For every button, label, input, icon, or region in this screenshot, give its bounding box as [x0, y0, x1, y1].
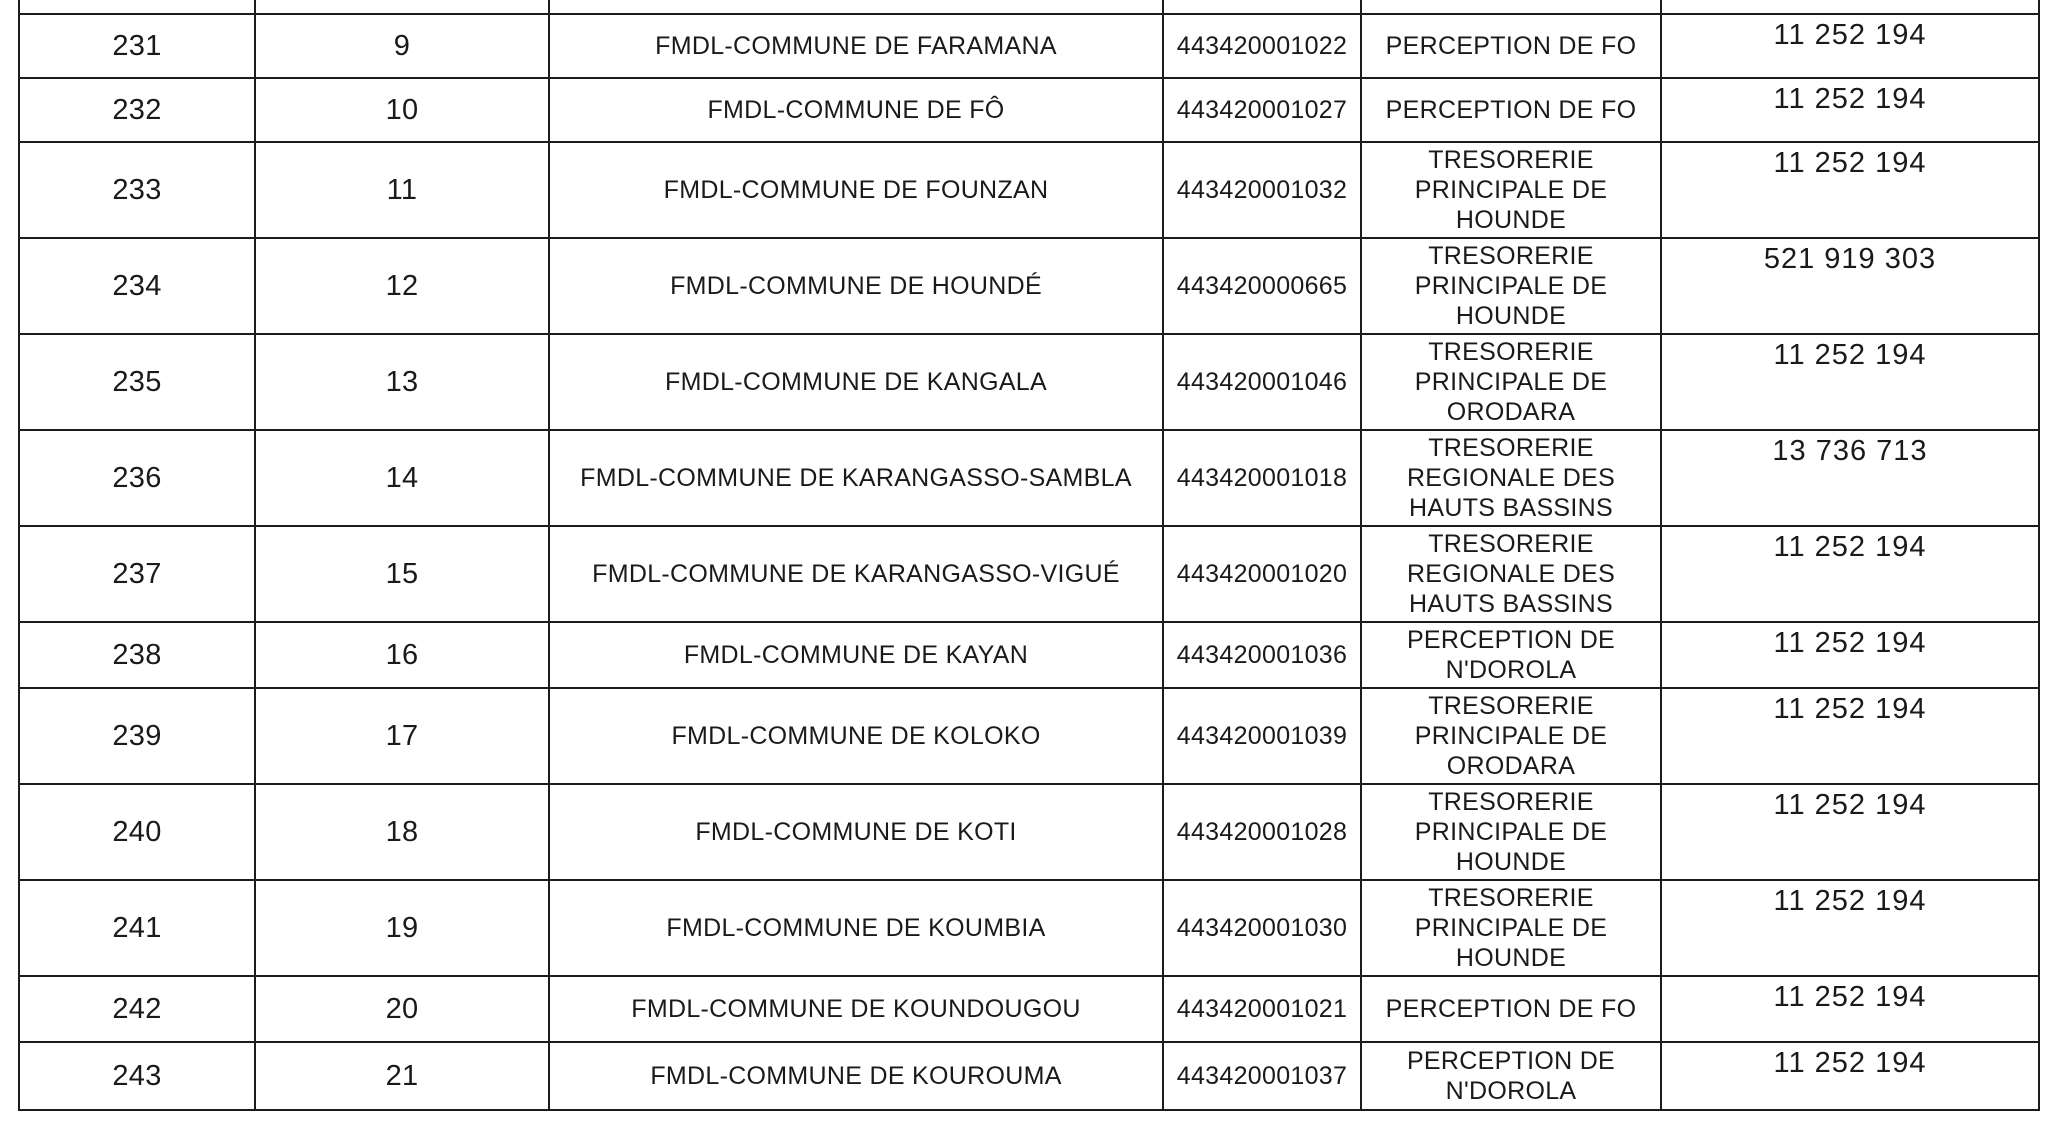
agency-line: PRINCIPALE DE — [1414, 272, 1608, 300]
agency-cell — [1361, 430, 1661, 526]
row-number-cell: 238 — [19, 622, 255, 688]
table-row — [19, 238, 2039, 334]
row-number-cell: 243 — [19, 1042, 255, 1110]
row-number-cell: 234 — [19, 238, 255, 334]
amount-cell: 13 736 713 — [1661, 430, 2039, 526]
agency-cell — [1361, 78, 1661, 142]
amount-cell: 11 252 194 — [1661, 880, 2039, 976]
amount-cell: 11 252 194 — [1661, 1042, 2039, 1110]
row-number-cell: 231 — [19, 14, 255, 78]
row-number-cell: 232 — [19, 78, 255, 142]
order-number-cell: 21 — [255, 1042, 549, 1110]
agency-cell — [1361, 1042, 1661, 1110]
account-number-cell: 443420001021 — [1163, 976, 1361, 1042]
table-row — [19, 430, 2039, 526]
account-number-cell: 443420000665 — [1163, 238, 1361, 334]
agency-line: TRESORERIE — [1428, 434, 1594, 462]
agency-line: HOUNDE — [1455, 944, 1567, 972]
commune-name-cell: FMDL-COMMUNE DE KOLOKO — [549, 688, 1163, 784]
table-row — [19, 880, 2039, 976]
agency-line: TRESORERIE — [1428, 338, 1594, 366]
order-number-cell: 17 — [255, 688, 549, 784]
order-number-cell: 19 — [255, 880, 549, 976]
account-number-cell: 443420001027 — [1163, 78, 1361, 142]
agency-line: HOUNDE — [1455, 848, 1567, 876]
commune-name-cell: FMDL-COMMUNE DE FARAMANA — [549, 14, 1163, 78]
table-row — [19, 334, 2039, 430]
account-number-cell: 443420001046 — [1163, 334, 1361, 430]
agency-line: TRESORERIE — [1428, 242, 1594, 270]
commune-name-cell: FMDL-COMMUNE DE KANGALA — [549, 334, 1163, 430]
agency-line: PERCEPTION DE — [1406, 1047, 1616, 1075]
amount-cell: 11 252 194 — [1661, 334, 2039, 430]
commune-name-cell: FMDL-COMMUNE DE KARANGASSO-SAMBLA — [549, 430, 1163, 526]
agency-line: N'DOROLA — [1445, 1077, 1577, 1105]
agency-line: ORODARA — [1446, 398, 1576, 426]
order-number-cell: 15 — [255, 526, 549, 622]
agency-line: PRINCIPALE DE — [1414, 368, 1608, 396]
agency-line: PERCEPTION DE FO — [1385, 96, 1637, 124]
agency-line: HOUNDE — [1455, 302, 1567, 330]
commune-allocation-table — [18, 0, 2040, 1111]
table-row — [19, 14, 2039, 78]
agency-cell — [1361, 784, 1661, 880]
agency-cell — [1361, 142, 1661, 238]
commune-name-cell: FMDL-COMMUNE DE HOUNDÉ — [549, 238, 1163, 334]
amount-cell: 521 919 303 — [1661, 238, 2039, 334]
table-row — [19, 976, 2039, 1042]
page-margin — [0, 1115, 2048, 1127]
amount-cell: 11 252 194 — [1661, 976, 2039, 1042]
agency-cell — [1361, 334, 1661, 430]
agency-line: TRESORERIE — [1428, 884, 1594, 912]
commune-name-cell: FMDL-COMMUNE DE KAYAN — [549, 622, 1163, 688]
commune-name-cell: FMDL-COMMUNE DE KARANGASSO-VIGUÉ — [549, 526, 1163, 622]
amount-cell: 11 252 194 — [1661, 622, 2039, 688]
row-number-cell: 235 — [19, 334, 255, 430]
agency-line: REGIONALE DES — [1406, 464, 1616, 492]
agency-line: TRESORERIE — [1428, 692, 1594, 720]
order-number-cell: 9 — [255, 14, 549, 78]
account-number-cell: 443420001018 — [1163, 430, 1361, 526]
account-number-cell: 443420001036 — [1163, 622, 1361, 688]
agency-line: PERCEPTION DE FO — [1385, 995, 1637, 1023]
table-row — [19, 142, 2039, 238]
order-number-cell: 13 — [255, 334, 549, 430]
amount-cell: 11 252 194 — [1661, 14, 2039, 78]
commune-name-cell: FMDL-COMMUNE DE FÔ — [549, 78, 1163, 142]
row-number-cell: 237 — [19, 526, 255, 622]
table-row — [19, 78, 2039, 142]
agency-line: HOUNDE — [1455, 206, 1567, 234]
agency-line: HAUTS BASSINS — [1409, 590, 1613, 618]
agency-line: PRINCIPALE DE — [1414, 176, 1608, 204]
table-row — [19, 526, 2039, 622]
order-number-cell: 10 — [255, 78, 549, 142]
agency-cell — [1361, 976, 1661, 1042]
agency-line: N'DOROLA — [1445, 656, 1577, 684]
order-number-cell: 18 — [255, 784, 549, 880]
table-body — [19, 0, 2039, 1110]
agency-cell — [1361, 688, 1661, 784]
account-number-cell: 443420001039 — [1163, 688, 1361, 784]
agency-line: PRINCIPALE DE — [1414, 722, 1608, 750]
table-row — [19, 784, 2039, 880]
row-number-cell: 242 — [19, 976, 255, 1042]
account-number-cell: 443420001020 — [1163, 526, 1361, 622]
agency-line: TRESORERIE — [1428, 146, 1594, 174]
commune-name-cell: FMDL-COMMUNE DE KOUNDOUGOU — [549, 976, 1163, 1042]
row-number-cell: 240 — [19, 784, 255, 880]
table-row — [19, 688, 2039, 784]
commune-name-cell: FMDL-COMMUNE DE KOUROUMA — [549, 1042, 1163, 1110]
agency-line: TRESORERIE — [1428, 788, 1594, 816]
account-number-cell: 443420001037 — [1163, 1042, 1361, 1110]
agency-line: TRESORERIE — [1428, 530, 1594, 558]
agency-line: PERCEPTION DE FO — [1385, 32, 1637, 60]
agency-line: PRINCIPALE DE — [1414, 914, 1608, 942]
amount-cell: 11 252 194 — [1661, 784, 2039, 880]
account-number-cell: 443420001032 — [1163, 142, 1361, 238]
agency-cell — [1361, 238, 1661, 334]
row-number-cell: 236 — [19, 430, 255, 526]
agency-cell — [1361, 880, 1661, 976]
agency-line: PERCEPTION DE — [1406, 626, 1616, 654]
row-number-cell: 233 — [19, 142, 255, 238]
account-number-cell: 443420001030 — [1163, 880, 1361, 976]
commune-name-cell: FMDL-COMMUNE DE KOUMBIA — [549, 880, 1163, 976]
account-number-cell: 443420001028 — [1163, 784, 1361, 880]
agency-line: ORODARA — [1446, 752, 1576, 780]
order-number-cell: 12 — [255, 238, 549, 334]
order-number-cell: 20 — [255, 976, 549, 1042]
row-number-cell: 241 — [19, 880, 255, 976]
table-row — [19, 1042, 2039, 1110]
agency-cell — [1361, 526, 1661, 622]
amount-cell: 11 252 194 — [1661, 78, 2039, 142]
commune-name-cell: FMDL-COMMUNE DE KOTI — [549, 784, 1163, 880]
order-number-cell: 16 — [255, 622, 549, 688]
amount-cell: 11 252 194 — [1661, 688, 2039, 784]
agency-line: PRINCIPALE DE — [1414, 818, 1608, 846]
agency-line: HAUTS BASSINS — [1409, 494, 1613, 522]
amount-cell: 11 252 194 — [1661, 142, 2039, 238]
order-number-cell: 11 — [255, 142, 549, 238]
order-number-cell: 14 — [255, 430, 549, 526]
top-cut-row — [19, 0, 2039, 14]
agency-line: REGIONALE DES — [1406, 560, 1616, 588]
agency-cell — [1361, 14, 1661, 78]
table-row — [19, 622, 2039, 688]
commune-name-cell: FMDL-COMMUNE DE FOUNZAN — [549, 142, 1163, 238]
agency-cell — [1361, 622, 1661, 688]
row-number-cell: 239 — [19, 688, 255, 784]
account-number-cell: 443420001022 — [1163, 14, 1361, 78]
amount-cell: 11 252 194 — [1661, 526, 2039, 622]
